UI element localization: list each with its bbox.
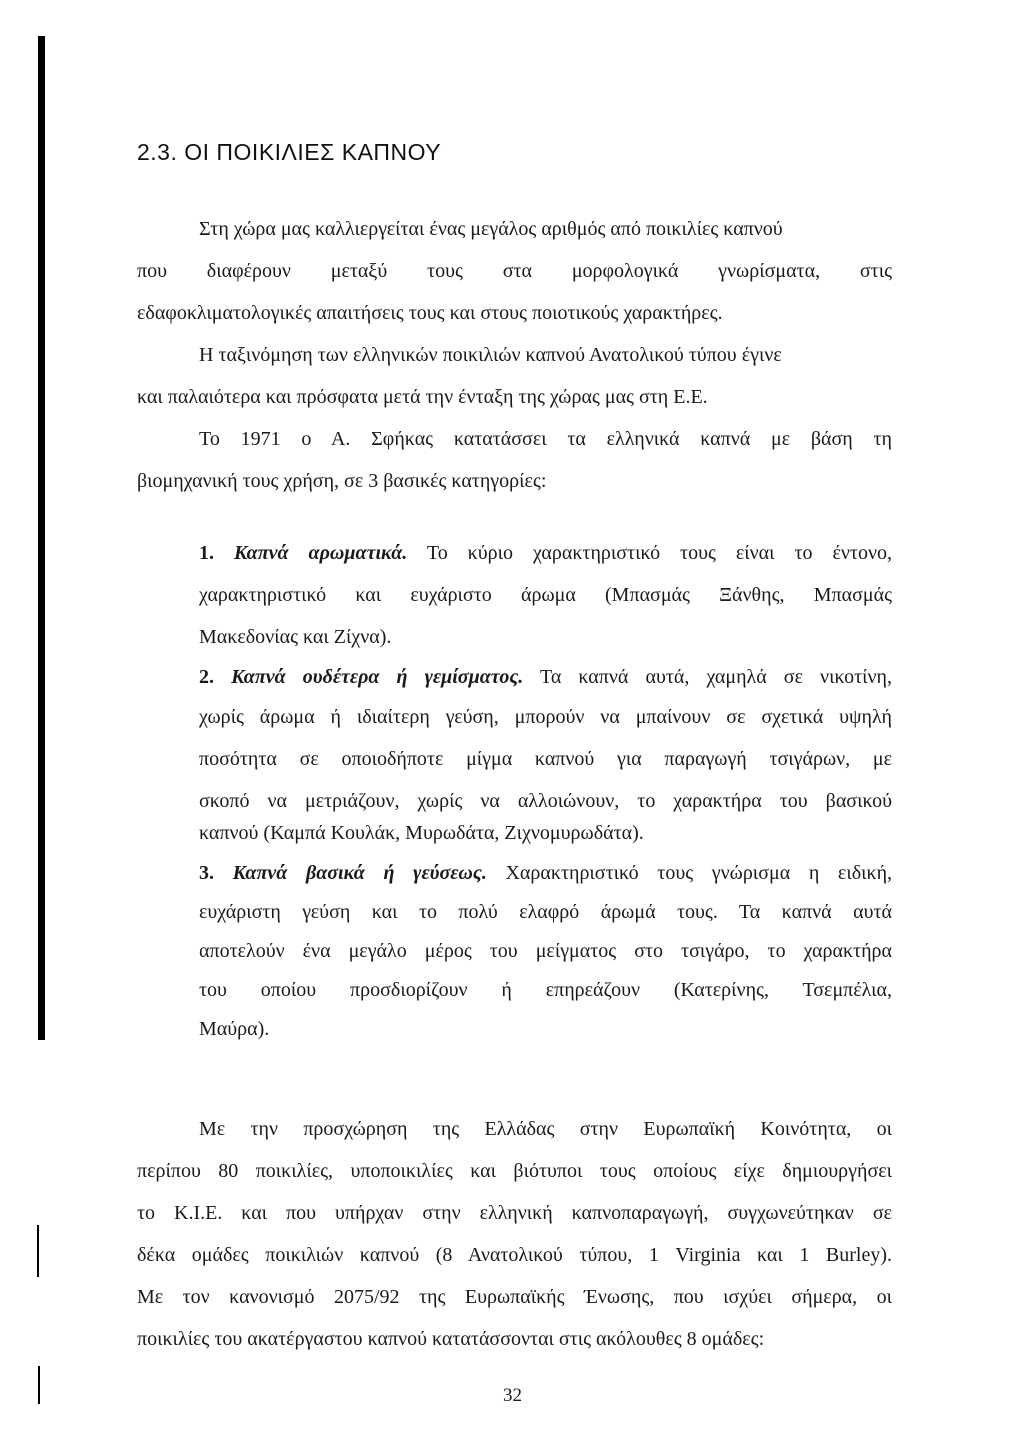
closing-line: περίπου 80 ποικιλίες, υποποικιλίες και βιότυποι τους οποίους είχε δημιουργήσει — [137, 1160, 892, 1182]
category-title: Καπνά αρωματικά. — [233, 542, 408, 564]
scan-edge-mark — [38, 36, 45, 1040]
category-line: αποτελούν ένα μεγάλο μέρος του μείγματος στο τσιγάρο, το χαρακτήρα — [199, 940, 892, 962]
category-line: χαρακτηριστικό και ευχάριστο άρωμα (Μπασμάς Ξάνθης, Μπασμάς — [199, 584, 892, 606]
category-line: Μαύρα). — [199, 1018, 270, 1040]
closing-line: το Κ.Ι.Ε. και που υπήρχαν στην ελληνική καπνοπαραγωγή, συγχωνεύτηκαν σε — [137, 1202, 892, 1224]
intro-line: που διαφέρουν μεταξύ τους στα μορφολογικά γνωρίσματα, στις — [137, 260, 892, 282]
intro-line: βιομηχανική τους χρήση, σε 3 βασικές κατηγορίες: — [137, 470, 547, 492]
category-text: Χαρακτηριστικό τους γνώρισμα η ειδική, — [505, 862, 893, 884]
category-line: χωρίς άρωμα ή ιδιαίτερη γεύση, μπορούν να μπαίνουν σε σχετικά υψηλή — [199, 706, 892, 728]
intro-line: εδαφοκλιματολογικές απαιτήσεις τους και στους ποιοτικούς χαρακτήρες. — [137, 302, 723, 324]
category-line: του οποίου προσδιορίζουν ή επηρεάζουν (Κατερίνης, Τσεμπέλια, — [199, 979, 892, 1001]
closing-line: ποικιλίες του ακατέργαστου καπνού κατατάσσονται στις ακόλουθες 8 ομάδες: — [137, 1328, 765, 1350]
closing-line: δέκα ομάδες ποικιλιών καπνού (8 Ανατολικού τύπου, 1 Virginia και 1 Burley). — [137, 1244, 892, 1266]
intro-line: και παλαιότερα και πρόσφατα μετά την ένταξη της χώρας μας στη Ε.Ε. — [137, 386, 708, 408]
category-line: καπνού (Καμπά Κουλάκ, Μυρωδάτα, Ζιχνομυρωδάτα). — [199, 822, 644, 844]
category-line: ποσότητα σε οποιοδήποτε μίγμα καπνού για παραγωγή τσιγάρων, με — [199, 748, 892, 770]
intro-line: Στη χώρα μας καλλιεργείται ένας μεγάλος αριθμός από ποικιλίες καπνού — [199, 218, 783, 240]
category-title: Καπνά ουδέτερα ή γεμίσματος. — [231, 666, 524, 688]
category-line: ευχάριστη γεύση και το πολύ ελαφρό άρωμά τους. Τα καπνά αυτά — [199, 901, 892, 923]
closing-line: Με τον κανονισμό 2075/92 της Ευρωπαϊκής Ένωσης, που ισχύει σήμερα, οι — [137, 1286, 892, 1308]
category-line: Μακεδονίας και Ζίχνα). — [199, 626, 392, 648]
category-title: Καπνά βασικά ή γεύσεως. — [232, 862, 487, 884]
scan-edge-mark — [38, 1366, 40, 1404]
intro-line: Η ταξινόμηση των ελληνικών ποικιλιών καπνού Ανατολικού τύπου έγινε — [199, 344, 782, 366]
category-line: σκοπό να μετριάζουν, χωρίς να αλλοιώνουν, το χαρακτήρα του βασικού — [199, 790, 892, 812]
category-2-first-line — [199, 665, 892, 689]
category-number: 2. — [199, 666, 214, 688]
scan-edge-mark — [37, 1225, 39, 1277]
section-heading: 2.3. ΟΙ ΠΟΙΚΙΛΙΕΣ ΚΑΠΝΟΥ — [137, 139, 442, 165]
category-text: Τα καπνά αυτά, χαμηλά σε νικοτίνη, — [540, 666, 893, 688]
category-number: 1. — [199, 542, 214, 564]
category-3-first-line — [199, 861, 892, 885]
intro-line: Το 1971 ο Α. Σφήκας κατατάσσει τα ελληνικά καπνά με βάση τη — [199, 428, 892, 450]
closing-line: Με την προσχώρηση της Ελλάδας στην Ευρωπαϊκή Κοινότητα, οι — [199, 1118, 892, 1140]
page-number: 32 — [503, 1385, 522, 1406]
category-text: Το κύριο χαρακτηριστικό τους είναι το έντονο, — [426, 542, 892, 564]
category-1-first-line — [199, 541, 892, 565]
category-number: 3. — [199, 862, 214, 884]
